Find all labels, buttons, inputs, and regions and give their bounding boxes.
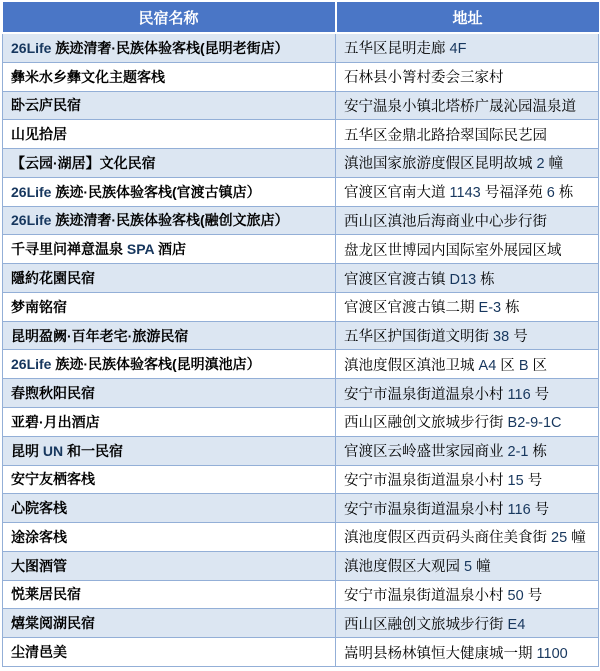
homestay-name-cell: 【云园·湖居】文化民宿 [3,149,336,178]
homestay-name-cell: 尘清邑美 [3,638,336,667]
address-cell: 石林县小箐村委会三家村 [336,62,599,91]
address-cell: 西山区融创文旅城步行街 E4 [336,609,599,638]
table-row [3,264,599,293]
address-cell: 五华区金鼎北路拾翠国际民艺园 [336,120,599,149]
address-cell: 官渡区官南大道 1143 号福泽苑 6 栋 [336,177,599,206]
header-homestay-name: 民宿名称 [3,2,336,33]
homestay-name-cell: 心院客栈 [3,494,336,523]
homestay-name-cell: 26Life 族迹·民族体验客栈(昆明滇池店） [3,350,336,379]
table-row [3,494,599,523]
address-cell: 滇池度假区滇池卫城 A4 区 B 区 [336,350,599,379]
table-row [3,407,599,436]
address-cell: 官渡区云岭盛世家园商业 2-1 栋 [336,436,599,465]
address-cell: 安宁市温泉街道温泉小村 116 号 [336,379,599,408]
homestay-name-cell: 卧云庐民宿 [3,91,336,120]
homestay-name-cell: 山见拾居 [3,120,336,149]
address-cell: 官渡区官渡古镇 D13 栋 [336,264,599,293]
table-row [3,149,599,178]
table-row [3,292,599,321]
table-row [3,91,599,120]
address-cell: 滇池国家旅游度假区昆明故城 2 幢 [336,149,599,178]
homestay-name-cell: 梦南铭宿 [3,292,336,321]
homestay-name-cell: 26Life 族迹清奢·民族体验客栈(昆明老街店） [3,33,336,62]
homestay-name-cell: 途涂客栈 [3,523,336,552]
homestay-name-cell: 昆明盈阙·百年老宅·旅游民宿 [3,321,336,350]
table-row [3,609,599,638]
address-cell: 安宁市温泉街道温泉小村 15 号 [336,465,599,494]
table-row [3,638,599,667]
table-row [3,177,599,206]
table-row [3,523,599,552]
homestay-name-cell: 千寻里问禅意温泉 SPA 酒店 [3,235,336,264]
address-cell: 滇池度假区大观园 5 幢 [336,551,599,580]
header-row [3,2,599,33]
homestay-name-cell: 26Life 族迹清奢·民族体验客栈(融创文旅店） [3,206,336,235]
table-row [3,350,599,379]
homestay-name-cell: 彝米水乡彝文化主题客栈 [3,62,336,91]
address-cell: 五华区昆明走廊 4F [336,33,599,62]
table-row [3,580,599,609]
table-row [3,206,599,235]
address-cell: 滇池度假区西贡码头商住美食街 25 幢 [336,523,599,552]
table-row [3,321,599,350]
address-cell: 盘龙区世博园内国际室外展园区域 [336,235,599,264]
homestay-name-cell: 亚碧·月出酒店 [3,407,336,436]
table-row [3,436,599,465]
homestay-name-cell: 昆明 UN 和一民宿 [3,436,336,465]
table-row [3,379,599,408]
homestay-name-cell: 春煦秋阳民宿 [3,379,336,408]
address-cell: 安宁市温泉街道温泉小村 50 号 [336,580,599,609]
homestay-name-cell: 大图酒管 [3,551,336,580]
homestay-name-cell: 隱約花園民宿 [3,264,336,293]
table-header [3,2,599,33]
address-cell: 西山区滇池后海商业中心步行街 [336,206,599,235]
address-cell: 嵩明县杨林镇恒大健康城一期 1100 [336,638,599,667]
homestay-name-cell: 安宁友栖客栈 [3,465,336,494]
table-row [3,62,599,91]
header-address: 地址 [336,2,599,33]
table-row [3,33,599,62]
homestay-name-cell: 熺棠阅湖民宿 [3,609,336,638]
address-cell: 西山区融创文旅城步行街 B2-9-1C [336,407,599,436]
homestay-name-cell: 悦莱居民宿 [3,580,336,609]
table-body [3,33,599,667]
address-cell: 官渡区官渡古镇二期 E-3 栋 [336,292,599,321]
table-row [3,120,599,149]
table-row [3,235,599,264]
table-row [3,551,599,580]
homestay-table [2,2,599,667]
address-cell: 安宁温泉小镇北塔桥广晟沁园温泉道 [336,91,599,120]
address-cell: 安宁市温泉街道温泉小村 116 号 [336,494,599,523]
homestay-name-cell: 26Life 族迹·民族体验客栈(官渡古镇店） [3,177,336,206]
address-cell: 五华区护国街道文明街 38 号 [336,321,599,350]
table-row [3,465,599,494]
